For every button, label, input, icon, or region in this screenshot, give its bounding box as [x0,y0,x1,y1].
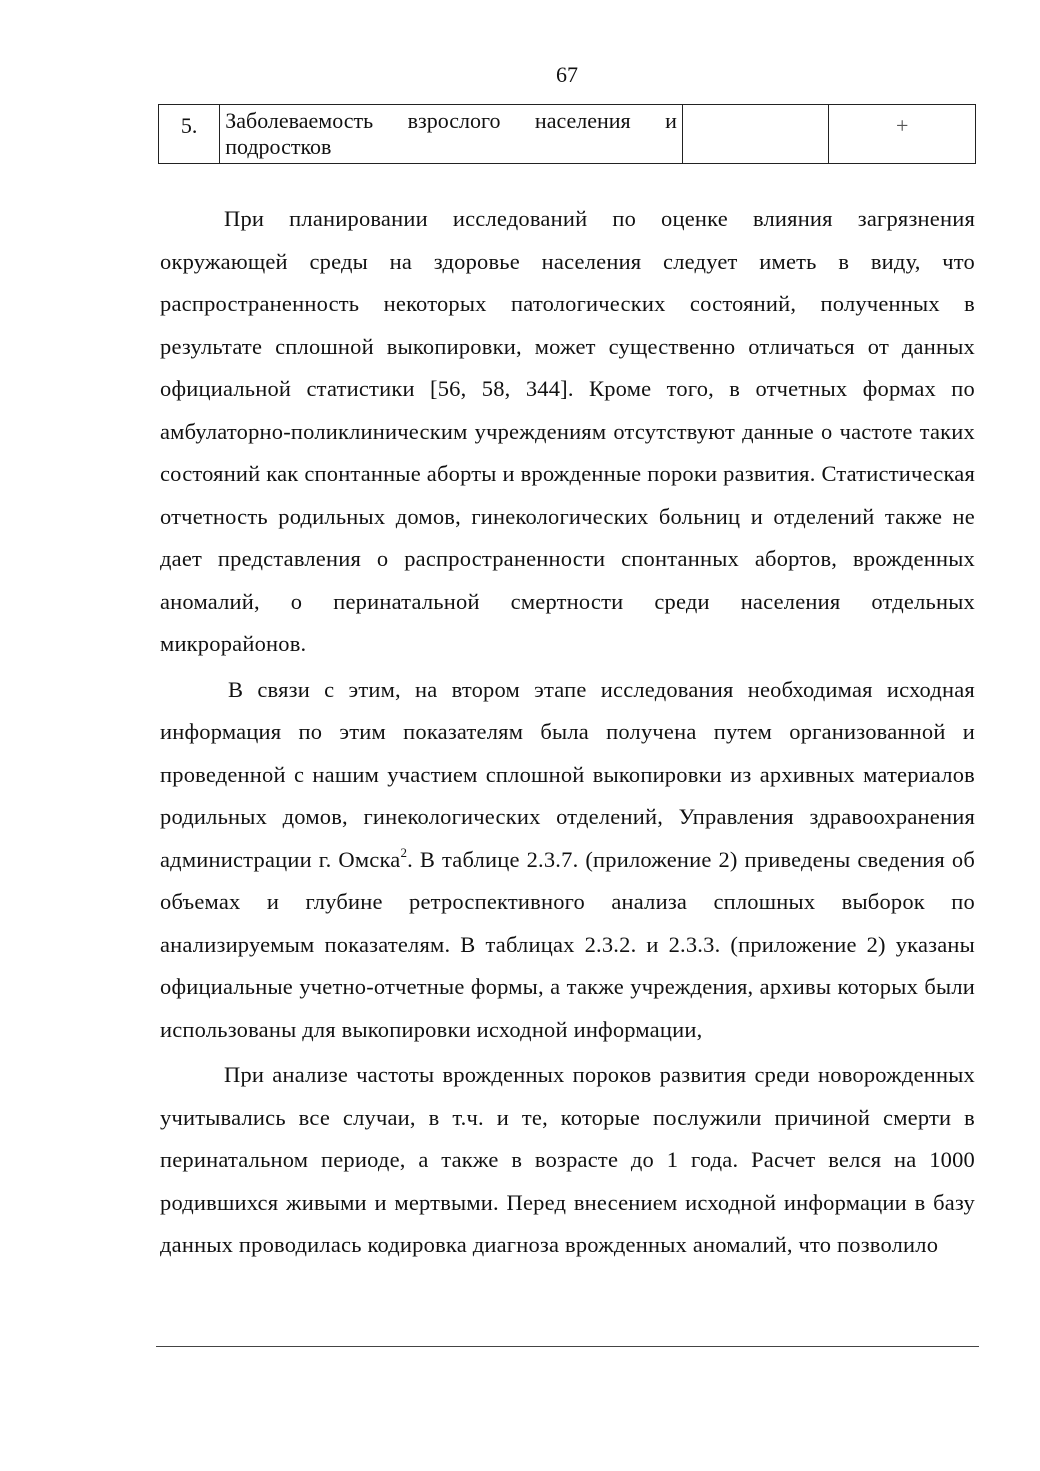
row-description: Заболеваемость взрослого населения и подростков [220,105,683,164]
paragraph-3: При анализе частоты врожденных пороков развития среди новорожденных учитывались все случаи, в т.ч. и те, которые послужили причиной смерти в перинатальном периоде, а также в возрасте до 1 года. Расчет велся на 1000 родившихся живыми и мертвыми. Перед внесением исходной информации в базу данных проводилась кодировка диагноза врожденных аномалий, что позволило [160,1062,975,1257]
body-text [160,198,975,1267]
row-mark: + [829,105,976,164]
paragraph-2 [160,669,975,1052]
footnote-ref: 2 [400,844,408,860]
paragraph-2-text: В связи с этим, на втором этапе исследования необходимая исходная информация по этим показателям была получена путем организованной и проведенной с нашим участием сплошной выкопировки из архивных материалов родильных домов, гинекологических отделений, Управления здравоохранения администрации г. Омска [160,676,975,872]
summary-table [158,104,976,164]
page-number: 67 [556,62,578,87]
row-cell-empty [682,105,829,164]
row-number: 5. [159,105,220,164]
table-row [159,105,976,164]
paragraph-1: При планировании исследований по оценке влияния загрязнения окружающей среды на здоровье населения следует иметь в виду, что распространенность некоторых патологических состояний, полученных в результате сплошной выкопировки, может существенно отличаться от данных официальной статистики [56, 58, 344]. Кроме того, в отчетных формах по амбулаторно-поликлиническим учреждениям отсутствуют данные о частоте таких состояний как спонтанные аборты и врожденные пороки развития. Статистическая отчетность родильных домов, гинекологических больниц и отделений также не дает представления о распространенности спонтанных абортов, врожденных аномалий, о перинатальной смертности среди населения отдельных микрорайонов. [160,206,975,656]
footnote-divider [156,1346,979,1347]
paragraph-2-text-cont: . В таблице 2.3.7. (приложение 2) приведены сведения об объемах и глубине ретроспективного анализа сплошных выборок по анализируемым показателям. В таблицах 2.3.2. и 2.3.3. (приложение 2) указаны официальные учетно-отчетные формы, а также учреждения, архивы которых были использованы для выкопировки исходной информации, [160,846,975,1042]
